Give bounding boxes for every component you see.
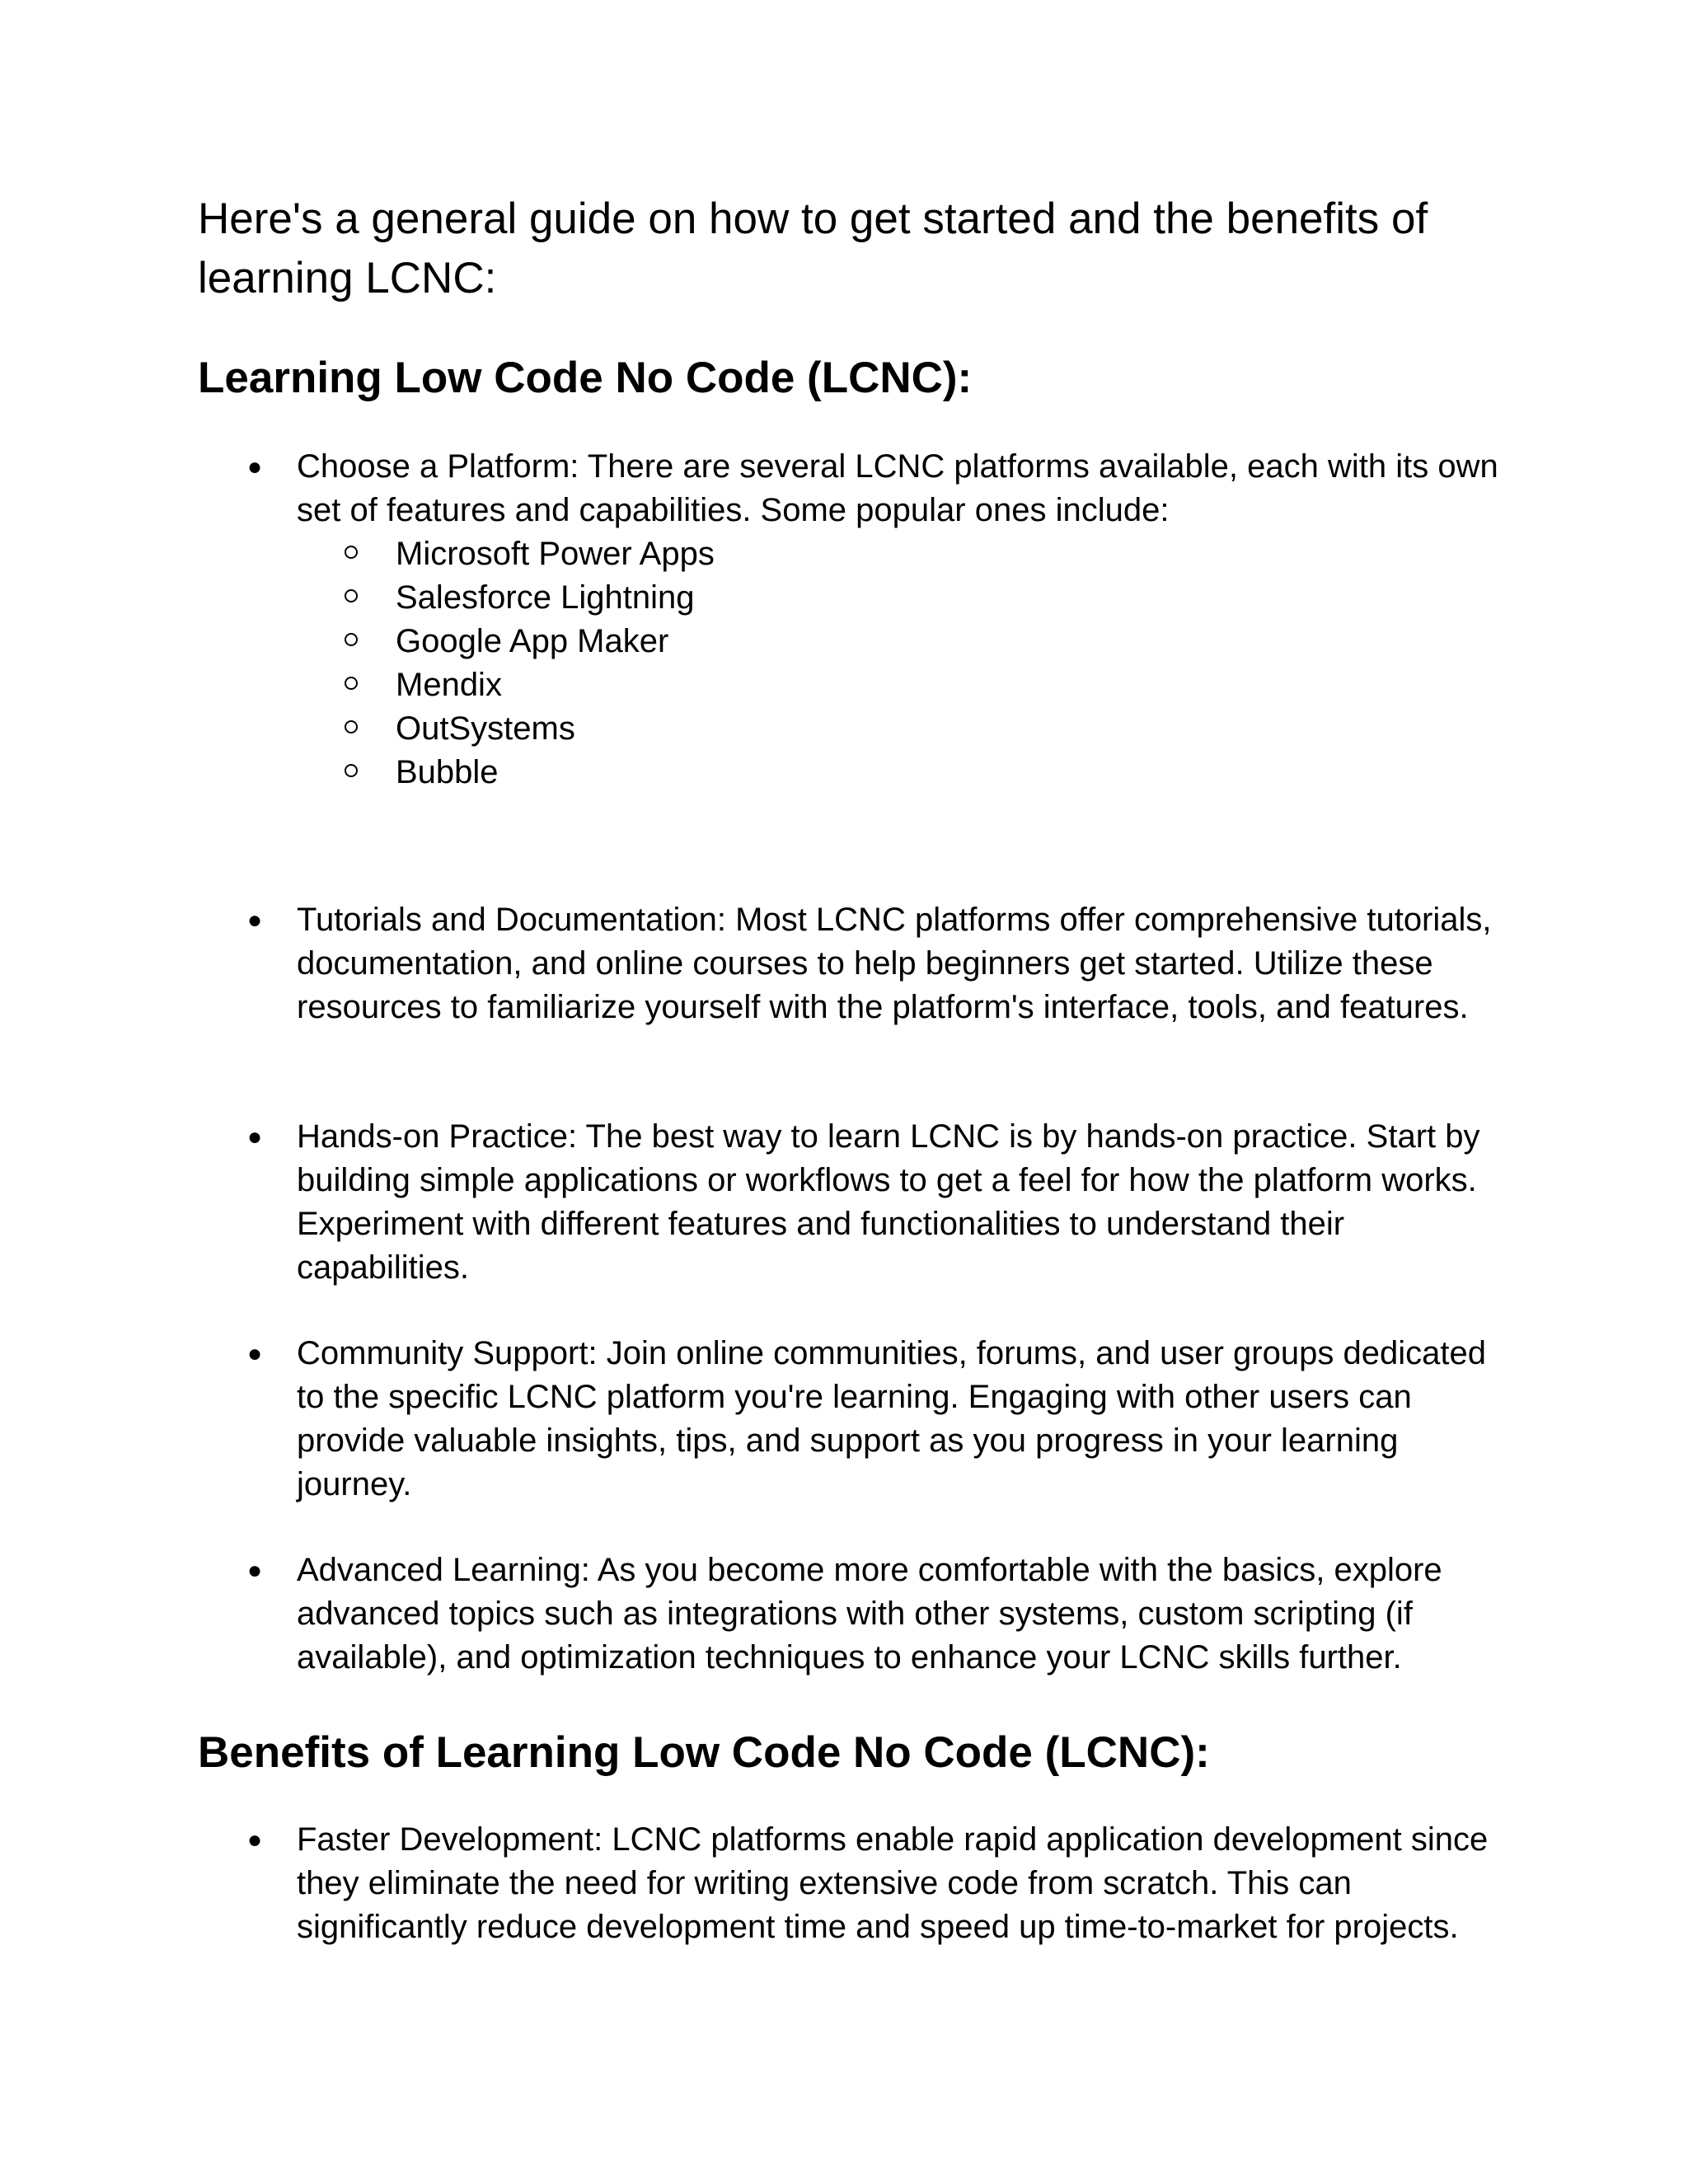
sublist-item (0, 707, 1688, 751)
sublist-item (0, 620, 1688, 663)
circle-bullet-icon (345, 720, 358, 733)
sublist-item (0, 663, 1688, 707)
sublist-item (0, 751, 1688, 794)
sublist-item-text: Microsoft Power Apps (396, 536, 715, 572)
list-item-text: Tutorials and Documentation: Most LCNC platforms offer comprehensive tutorials, documentation, and online courses to help beginners get started. Utilize these resources to familiarize yourself with the platform's interface, tools, and features. (297, 902, 1492, 1025)
intro-paragraph: Here's a general guide on how to get started and the benefits of learning LCNC: (198, 194, 1428, 302)
heading-benefits-lcnc: Benefits of Learning Low Code No Code (LCNC): (198, 1728, 1210, 1777)
sublist-item-text: Salesforce Lightning (396, 579, 695, 616)
sublist-item-text: Bubble (396, 754, 499, 790)
bullet-icon: ● (247, 907, 263, 934)
sublist-item (0, 576, 1688, 620)
bullet-icon: ● (247, 1123, 263, 1151)
circle-bullet-icon (345, 677, 358, 690)
bullet-icon: ● (247, 453, 263, 480)
sublist-item (0, 532, 1688, 576)
circle-bullet-icon (345, 546, 358, 559)
sublist-item-text: Google App Maker (396, 623, 669, 659)
sublist-item-text: OutSystems (396, 710, 575, 747)
list-item-text: Faster Development: LCNC platforms enable rapid application development since they eliminate the need for writing extensive code from scratch. This can significantly reduce development time and speed up time-to-market for projects. (297, 1821, 1489, 1945)
list-item-text: Community Support: Join online communities, forums, and user groups dedicated to the specific LCNC platform you're learning. Engaging with other users can provide valuable insights, tips, and support as you progress in your learning journey. (297, 1335, 1486, 1502)
list-item-text: Choose a Platform: There are several LCNC platforms available, each with its own set of features and capabilities. Some popular ones include: (297, 448, 1498, 528)
circle-bullet-icon (345, 764, 358, 777)
bullet-icon: ● (247, 1340, 263, 1367)
sublist-item-text: Mendix (396, 667, 502, 703)
bullet-icon: ● (247, 1557, 263, 1584)
heading-learning-lcnc: Learning Low Code No Code (LCNC): (198, 354, 973, 402)
list-item-text: Advanced Learning: As you become more comfortable with the basics, explore advanced topics such as integrations with other systems, custom scripting (if available), and optimization techniques to enhance your LCNC skills further. (297, 1552, 1442, 1675)
list-item-text: Hands-on Practice: The best way to learn LCNC is by hands-on practice. Start by building simple applications or workflows to get a feel for how the platform works. Experiment with different features and functionalities to understand their capabilities. (297, 1118, 1480, 1286)
circle-bullet-icon (345, 633, 358, 646)
bullet-icon: ● (247, 1826, 263, 1854)
circle-bullet-icon (345, 589, 358, 602)
